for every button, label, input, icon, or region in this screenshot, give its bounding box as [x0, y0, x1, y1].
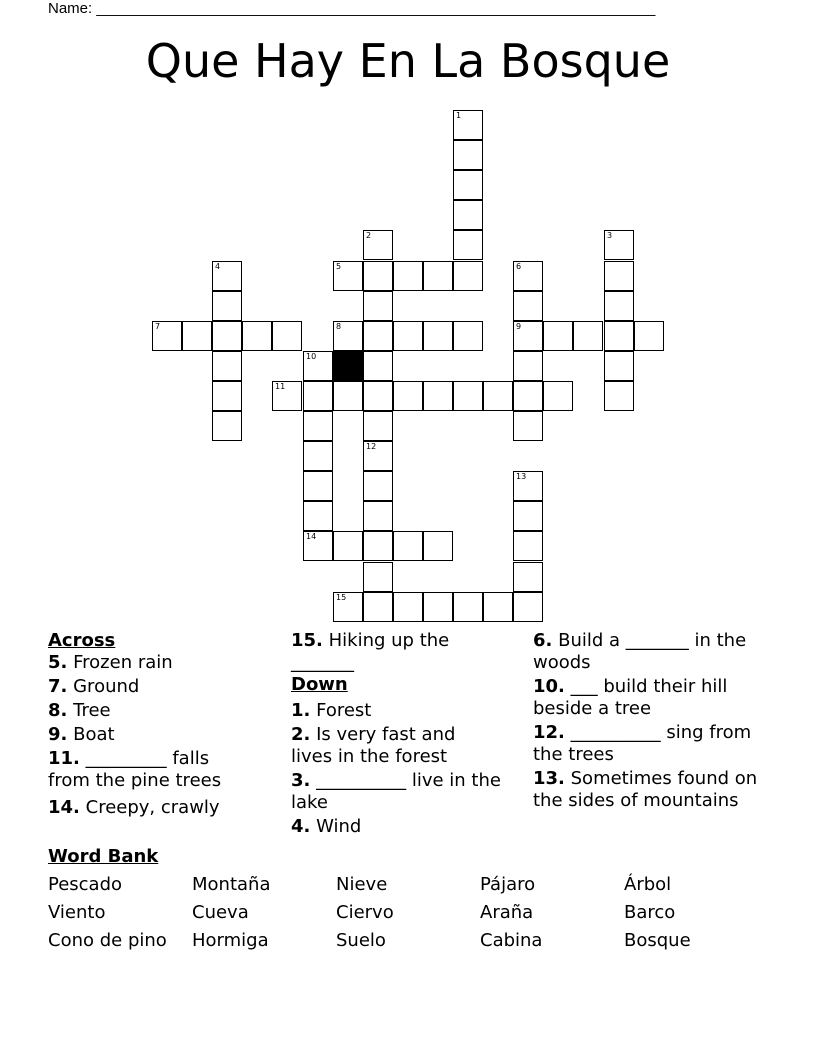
grid-cell[interactable] [453, 140, 483, 170]
grid-cell[interactable] [604, 321, 634, 351]
grid-cell[interactable] [453, 381, 483, 411]
grid-cell[interactable] [182, 321, 212, 351]
grid-cell[interactable] [212, 411, 242, 441]
grid-cell[interactable] [543, 321, 573, 351]
grid-cell[interactable] [303, 351, 333, 381]
grid-cell[interactable] [453, 321, 483, 351]
grid-cell[interactable] [453, 592, 483, 622]
clue-number: 15 [336, 593, 347, 602]
grid-cell[interactable] [212, 261, 242, 291]
grid-cell[interactable] [242, 321, 272, 351]
grid-cell[interactable] [513, 592, 543, 622]
grid-cell[interactable] [303, 381, 333, 411]
clue-down-12: 12. __________ sing from the trees [533, 722, 752, 765]
grid-cell[interactable] [363, 261, 393, 291]
name-field: Name: ___________________________________________________________________ [48, 0, 656, 17]
grid-cell[interactable] [363, 351, 393, 381]
clue-number: 10 [306, 352, 317, 361]
grid-cell[interactable] [453, 110, 483, 140]
grid-cell[interactable] [634, 321, 664, 351]
clue-down-2: 2. Is very fast and lives in the forest [291, 724, 456, 767]
grid-cell[interactable] [393, 321, 423, 351]
grid-cell[interactable] [423, 381, 453, 411]
grid-cell[interactable] [333, 321, 363, 351]
grid-cell[interactable] [423, 261, 453, 291]
clue-number: 9 [516, 322, 522, 331]
grid-cell[interactable] [212, 351, 242, 381]
word-bank-item: Árbol [624, 874, 672, 895]
clue-number: 1 [456, 111, 462, 120]
clue-down-6: 6. Build a _______ in the woods [533, 630, 747, 673]
clue-across-9: 9. Boat [48, 724, 115, 745]
grid-cell[interactable] [604, 291, 634, 321]
word-bank-item: Araña [480, 902, 534, 923]
grid-cell[interactable] [453, 200, 483, 230]
grid-cell[interactable] [303, 531, 333, 561]
clue-across-5: 5. Frozen rain [48, 652, 173, 673]
word-bank-item: Barco [624, 902, 676, 923]
grid-cell[interactable] [363, 562, 393, 592]
grid-cell[interactable] [513, 411, 543, 441]
grid-cell[interactable] [363, 381, 393, 411]
clue-down-4: 4. Wind [291, 816, 362, 837]
grid-cell[interactable] [393, 381, 423, 411]
clue-number: 14 [306, 532, 317, 541]
grid-cell[interactable] [363, 230, 393, 260]
grid-cell[interactable] [333, 592, 363, 622]
clue-number: 7 [155, 322, 161, 331]
grid-cell[interactable] [604, 381, 634, 411]
clue-down-1: 1. Forest [291, 700, 372, 721]
grid-cell[interactable] [543, 381, 573, 411]
black-cell [333, 351, 363, 381]
word-bank-item: Cono de pino [48, 930, 167, 951]
grid-cell[interactable] [212, 321, 242, 351]
clue-number: 11 [275, 382, 286, 391]
clue-number: 12 [366, 442, 377, 451]
grid-cell[interactable] [363, 291, 393, 321]
grid-cell[interactable] [513, 471, 543, 501]
grid-cell[interactable] [513, 381, 543, 411]
grid-cell[interactable] [363, 592, 393, 622]
grid-cell[interactable] [333, 261, 363, 291]
grid-cell[interactable] [513, 261, 543, 291]
grid-cell[interactable] [212, 381, 242, 411]
grid-cell[interactable] [212, 291, 242, 321]
across-heading: Across [48, 630, 116, 651]
grid-cell[interactable] [513, 351, 543, 381]
grid-cell[interactable] [604, 261, 634, 291]
grid-cell[interactable] [483, 381, 513, 411]
clue-down-10: 10. ___ build their hill beside a tree [533, 676, 728, 719]
clues-column-3 [533, 630, 763, 812]
grid-cell[interactable] [303, 411, 333, 441]
grid-cell[interactable] [152, 321, 182, 351]
grid-cell[interactable] [393, 261, 423, 291]
page-title: Que Hay En La Bosque [145, 34, 671, 88]
clue-across-14: 14. Creepy, crawly [48, 797, 220, 818]
clue-down-3: 3. __________ live in the lake [291, 770, 501, 813]
word-bank-item: Pájaro [480, 874, 536, 895]
clues-column-2 [291, 630, 501, 838]
grid-cell[interactable] [363, 411, 393, 441]
word-bank-item: Bosque [624, 930, 691, 951]
clue-number: 8 [336, 322, 342, 331]
grid-cell[interactable] [303, 471, 333, 501]
clue-across-8: 8. Tree [48, 700, 111, 721]
grid-cell[interactable] [513, 531, 543, 561]
word-bank-item: Hormiga [192, 930, 269, 951]
word-bank-item: Suelo [336, 930, 386, 951]
grid-cell[interactable] [333, 531, 363, 561]
grid-cell[interactable] [483, 592, 513, 622]
grid-cell[interactable] [363, 531, 393, 561]
word-bank-item: Montaña [192, 874, 271, 895]
word-bank-item: Nieve [336, 874, 388, 895]
clues-column-1 [48, 630, 248, 819]
clue-number: 2 [366, 231, 372, 240]
grid-cell[interactable] [303, 441, 333, 471]
word-bank-title: Word Bank [48, 846, 159, 867]
grid-cell[interactable] [272, 381, 302, 411]
grid-cell[interactable] [333, 381, 363, 411]
grid-cell[interactable] [363, 501, 393, 531]
grid-cell[interactable] [453, 230, 483, 260]
clue-across-15: 15. Hiking up the _______ [291, 630, 450, 673]
clue-number: 6 [516, 262, 522, 271]
grid-cell[interactable] [573, 321, 603, 351]
grid-cell[interactable] [363, 441, 393, 471]
grid-cell[interactable] [363, 471, 393, 501]
grid-cell[interactable] [453, 261, 483, 291]
down-heading: Down [291, 674, 348, 695]
word-bank-item: Pescado [48, 874, 123, 895]
clue-across-7: 7. Ground [48, 676, 140, 697]
grid-cell[interactable] [393, 592, 423, 622]
grid-cell[interactable] [453, 170, 483, 200]
grid-cell[interactable] [423, 592, 453, 622]
grid-cell[interactable] [604, 351, 634, 381]
grid-cell[interactable] [513, 501, 543, 531]
grid-cell[interactable] [423, 531, 453, 561]
grid-cell[interactable] [513, 291, 543, 321]
grid-cell[interactable] [604, 230, 634, 260]
clue-across-11: 11. _________ falls from the pine trees [48, 748, 222, 791]
word-bank-item: Cabina [480, 930, 543, 951]
grid-cell[interactable] [513, 562, 543, 592]
word-bank-item: Ciervo [336, 902, 394, 923]
clue-number: 5 [336, 262, 342, 271]
grid-cell[interactable] [513, 321, 543, 351]
clue-number: 13 [516, 472, 527, 481]
word-bank-item: Viento [48, 902, 106, 923]
grid-cell[interactable] [303, 501, 333, 531]
grid-cell[interactable] [363, 321, 393, 351]
word-bank-item: Cueva [192, 902, 249, 923]
clue-number: 4 [215, 262, 221, 271]
grid-cell[interactable] [272, 321, 302, 351]
grid-cell[interactable] [393, 531, 423, 561]
clue-number: 3 [607, 231, 613, 240]
grid-cell[interactable] [423, 321, 453, 351]
clue-down-13: 13. Sometimes found on the sides of mountains [533, 768, 758, 811]
